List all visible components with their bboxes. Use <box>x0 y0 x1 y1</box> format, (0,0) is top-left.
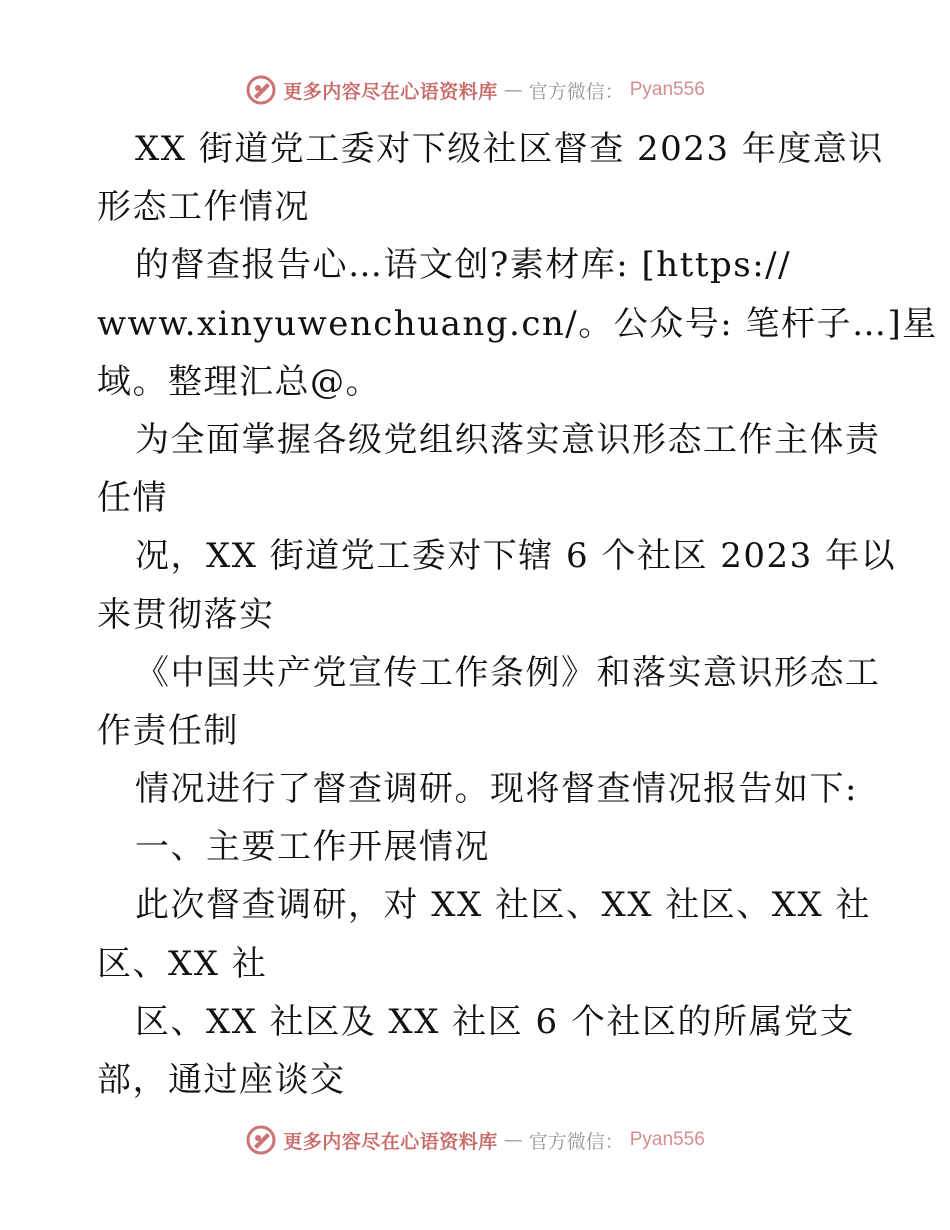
pen-logo-icon <box>245 1124 277 1156</box>
text-line: 一、主要工作开展情况 <box>135 827 490 868</box>
text-line: 此次督查调研，对 XX 社区、XX 社区、XX 社 <box>135 885 871 926</box>
text-line: 区、XX 社 <box>97 943 268 984</box>
text-line: 域。整理汇总@。 <box>97 361 381 402</box>
watermark-separator: — <box>503 1129 523 1151</box>
text-line: 《中国共产党宣传工作条例》和落实意识形态工 <box>135 652 881 693</box>
text-line: 部，通过座谈交 <box>97 1060 346 1100</box>
watermark-official-label: 官方微信： <box>528 1130 624 1153</box>
watermark-wechat-id: Pyan556 <box>629 79 705 100</box>
watermark-separator: — <box>503 79 523 101</box>
watermark-wechat-id: Pyan556 <box>629 1129 705 1150</box>
pen-logo-icon <box>245 74 277 106</box>
footer-watermark <box>0 1120 950 1160</box>
text-line: www.xinyuwenchuang.cn/。公众号: 笔杆子…]星 <box>97 303 938 344</box>
text-line: 来贯彻落实 <box>97 594 275 635</box>
watermark-text: 更多内容尽在心语资料库 <box>283 1130 498 1153</box>
text-line: 为全面掌握各级党组织落实意识形态工作主体责 <box>135 419 881 460</box>
watermark-text: 更多内容尽在心语资料库 <box>283 80 498 103</box>
watermark-official-label: 官方微信： <box>528 80 624 103</box>
text-line: 形态工作情况 <box>97 187 310 228</box>
text-line: 作责任制 <box>97 710 239 751</box>
text-line: 的督查报告心…语文创?素材库: [https:// <box>135 245 792 286</box>
header-watermark <box>0 70 950 110</box>
document-body <box>97 120 938 1109</box>
text-line: 区、XX 社区及 XX 社区 6 个社区的所属党支 <box>135 1001 855 1042</box>
text-line: 情况进行了督查调研。现将督查情况报告如下: <box>135 769 858 810</box>
text-line: XX 街道党工委对下级社区督查 2023 年度意识 <box>135 129 884 169</box>
text-line: 任情 <box>97 478 168 519</box>
text-line: 况，XX 街道党工委对下辖 6 个社区 2023 年以 <box>135 536 897 577</box>
